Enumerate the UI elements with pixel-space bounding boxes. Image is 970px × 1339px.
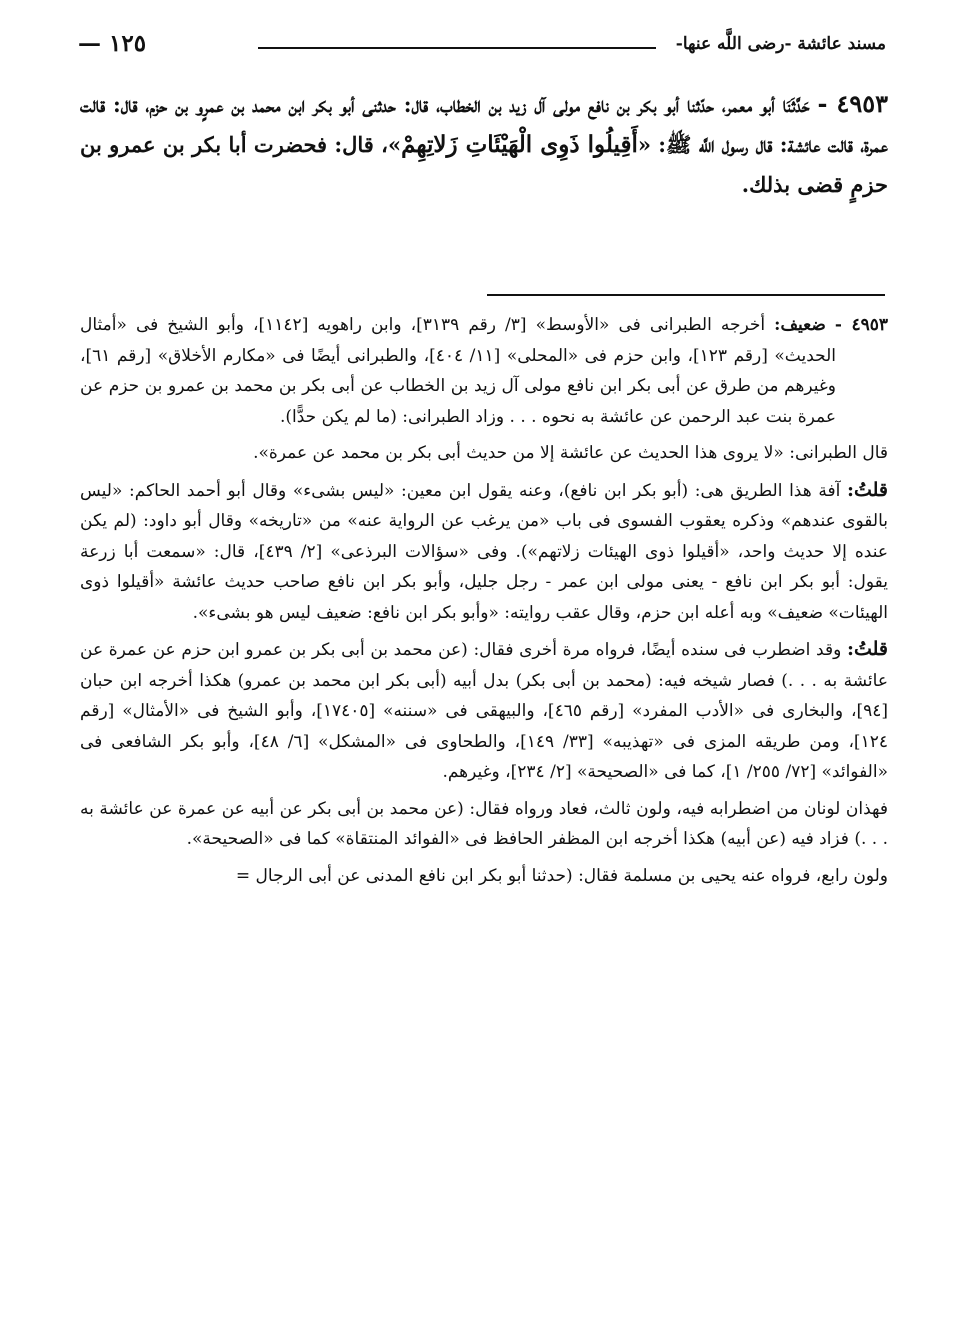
haddathana-word: حَدَّثَنَا: [782, 92, 810, 117]
hadith-text-part1: أبو معمر، حدّثنا أبو بكر بن نافع مولى آل زيد بن الخطاب، قال: حدثنى أبو بكر ابن محمد بن عمرٍو بن حزم، قال: قالت عمرة، قالت عائشة: قال رسول اللَّه ﷺ: «: [80, 92, 889, 157]
footnote-paragraph-2: [80, 438, 888, 469]
footnote-paragraph-1: [80, 310, 888, 432]
footnote-text-4: وقد اضطرب فى سنده أيضًا، فرواه مرة أخرى فقال: (عن محمد بن أبى بكر بن عمرو ابن حزم عن عمرة عن عائشة به . . .) فصار شيخه فيه: (محمد بن أبى بكر) بدل أبيه (أبى بكر ابن محمد بن عمرو) هكذا أخرجه ابن حبان [٩٤]، والبخارى فى «الأدب المفرد» [رقم ٤٦٥]، والبيهقى فى «سننه» [١٧٤٠٥]، وأبو الشيخ فى «الأمثال» [رقم ١٢٤]، ومن طريقه المزى فى «تهذيبه» [٣٣/ ١٤٩]، والطحاوى فى «المشكل» [٦/ ٤٨]، وأبو بكر الشافعى فى «الفوائد» [٧٢/ ٢٥٥/ ١]، كما فى «الصحيحة» [٢/ ٢٣٤]، وغيرهم.: [80, 640, 889, 782]
running-title: مسند عائشة -رضى اللَّه عنها-: [670, 34, 886, 54]
header-rule: [258, 47, 656, 49]
page-number: — ١٢٥: [78, 30, 147, 57]
footnote-divider: [487, 294, 885, 296]
footnotes: [80, 310, 888, 897]
footnote-text-5: فهذان لونان من اضطرابه فيه، ولون ثالث، فعاد ورواه فقال: (عن محمد بن أبى بكر عن أبيه عن عمرة عن عائشة به . . .) فزاد فيه (عن أبيه) هكذا أخرجه ابن المظفر الحافظ فى «الفوائد المنتقاة» كما فى «الصحيحة».: [80, 798, 888, 849]
page-number-value: ١٢٥: [109, 30, 147, 57]
grading-label: ضعيف:: [774, 315, 826, 335]
footnote-paragraph-5: [80, 794, 888, 855]
footnote-number: ٤٩٥٣ -: [834, 315, 889, 335]
footnote-text-3: آفة هذا الطريق هى: (أبو بكر ابن نافع)، وعنه يقول ابن معين: «ليس بشىء» وقال أبو أحمد الحاكم: «ليس بالقوى عندهم» وذكره يعقوب الفسوى فى باب «من يرغب عن الرواية عنه» من «تاريخه» وقال أبو داود: (لم يكن عنده إلا حديث واحد، «أقيلوا ذوى الهيئات زلاتهم»). وفى «سؤالات البرذعى» [٢/ ٤٣٩]، قال: «سمعت أبا زرعة يقول: أبو بكر ابن نافع - يعنى مولى ابن عمر - رجل جليل، وأبو بكر ابن نافع صاحب حديث عائشة «أقيلوا ذوى الهيئات» ضعيف» وبه أعله ابن حزم، وقال عقب روايته: «وأبو بكر ابن نافع: ضعيف ليس هو بشىء».: [80, 480, 888, 623]
footnote-paragraph-4: [80, 634, 888, 788]
footnote-paragraph-3: [80, 475, 888, 629]
page-header: [78, 30, 886, 64]
footnote-text-6: ولون رابع، فرواه عنه يحيى بن مسلمة فقال: (حدثنا أبو بكر ابن نافع المدنى عن أبى الرجال =: [235, 865, 888, 886]
footnote-paragraph-6: [80, 861, 888, 892]
hadith-text: [80, 84, 888, 205]
prophetic-quote: أَقِيلُوا ذَوِى الْهَيْئَاتِ زَلاتِهِمْ: [401, 131, 638, 158]
hadith-text-part2: »، قال: فحضرت أبا بكر بن عمرو بن حزمٍ قضى بذلك.: [80, 132, 888, 197]
qultu-label-2: قلتُ:: [846, 638, 888, 660]
qultu-label-1: قلتُ:: [846, 478, 888, 501]
hadith-number: ٤٩٥٣ -: [817, 89, 888, 118]
footnote-text-2: قال الطبرانى: «لا يروى هذا الحديث عن عائشة إلا من حديث أبى بكر بن محمد عن عمرة».: [253, 443, 888, 463]
footnote-text-1: أخرجه الطبرانى فى «الأوسط» [٣/ رقم ٣١٣٩]، وابن راهويه [١١٤٢]، وأبو الشيخ فى «أمثال الحديث» [رقم ١٢٣]، وابن حزم فى «المحلى» [١١/ ٤٠٤]، والطبرانى أيضًا فى «مكارم الأخلاق» [رقم ٦١]، وغيرهم من طرق عن أبى بكر ابن نافع مولى آل زيد بن الخطاب عن أبى بكر بن محمد بن عمرو بن حزم عن عمرة بنت عبد الرحمن عن عائشة به نحوه . . . وزاد الطبرانى: (ما لم يكن حدًّا).: [80, 315, 836, 427]
